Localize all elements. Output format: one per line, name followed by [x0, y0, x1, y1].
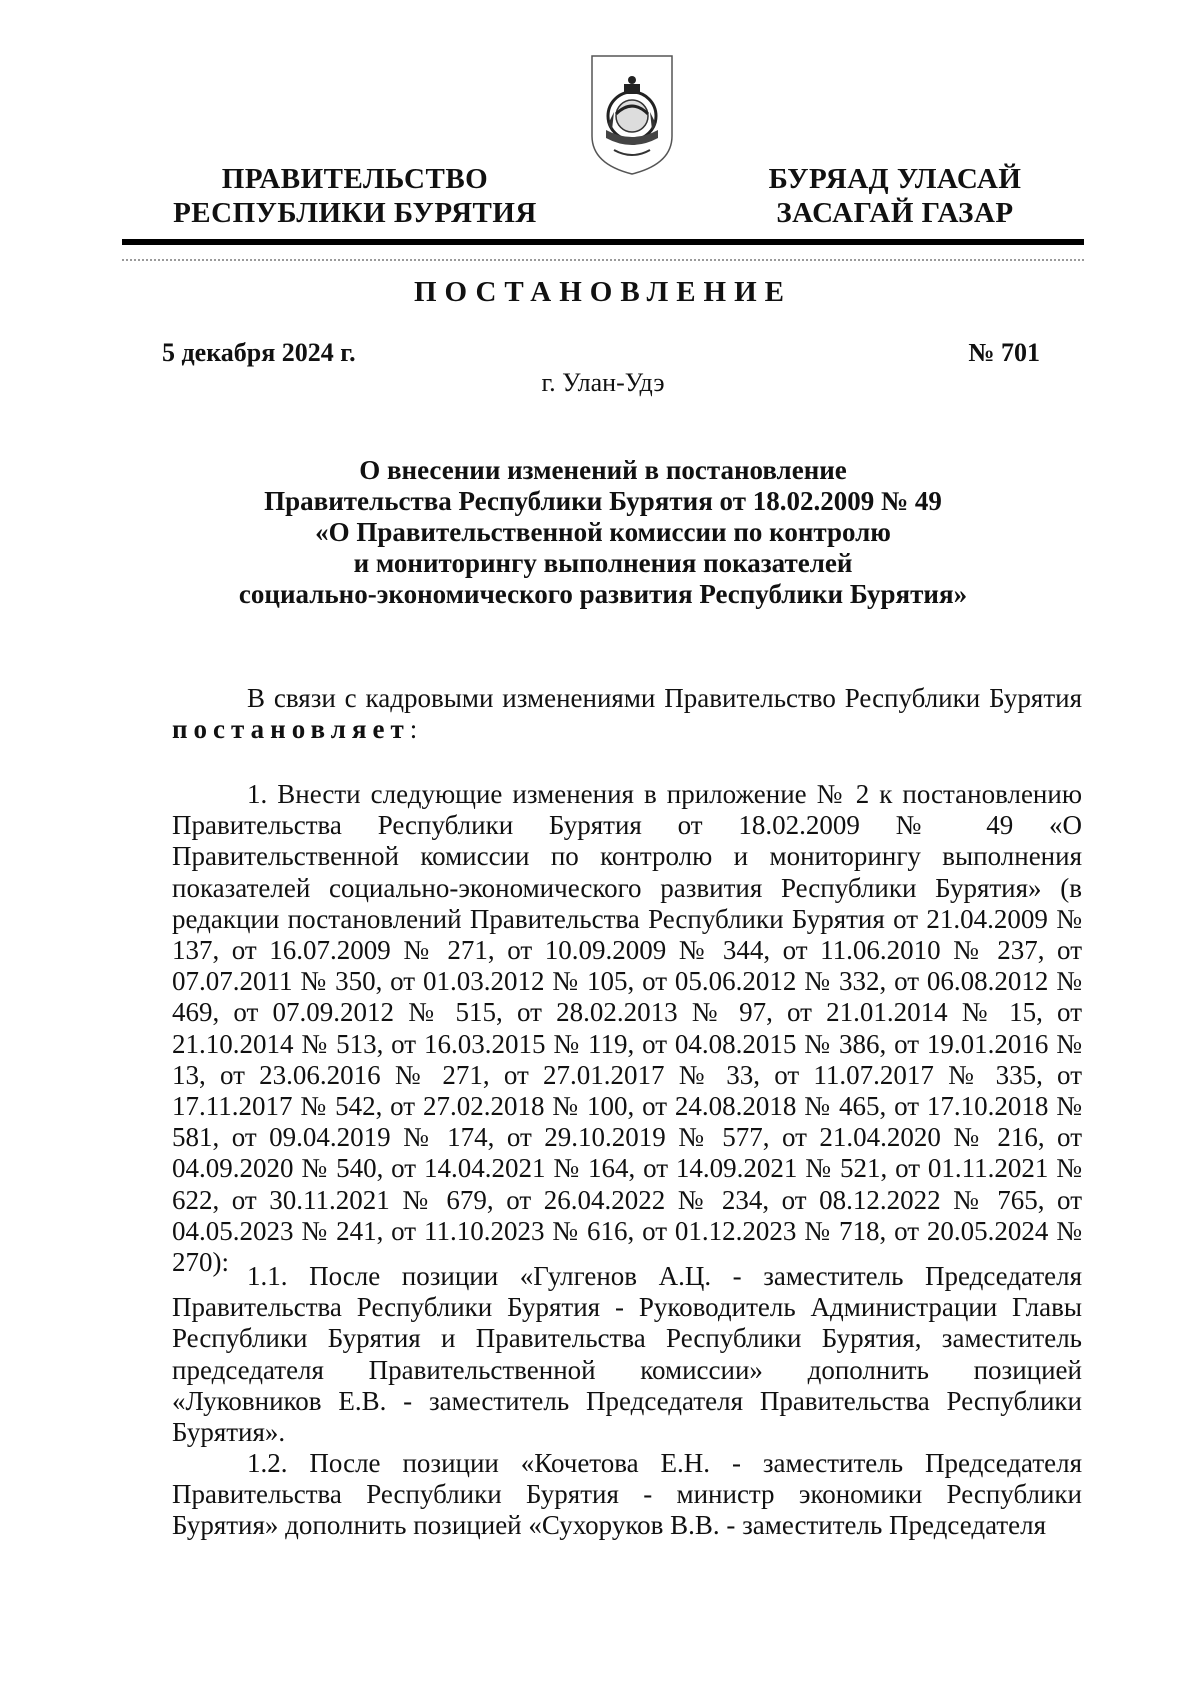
title-line: «О Правительственной комиссии по контролю	[315, 517, 891, 547]
title-line: и мониторингу выполнения показателей	[353, 548, 853, 578]
header-divider-thick	[122, 239, 1084, 245]
header-divider-thin	[122, 259, 1084, 261]
item-1-paragraph: 1. Внести следующие изменения в приложение № 2 к постановлению Правительства Республики Бурятия от 18.02.2009 № 49 «О Правительственной комиссии по контролю и мониторингу выполнения показателей социально-экономического развития Республики Бурятия» (в редакции постановлений Правительства Республики Бурятия от 21.04.2009 № 137, от 16.07.2009 № 271, от 10.09.2009 № 344, от 11.06.2010 № 237, от 07.07.2011 № 350, от 01.03.2012 № 105, от 05.06.2012 № 332, от 06.08.2012 № 469, от 07.09.2012 № 515, от 28.02.2013 № 97, от 21.01.2014 № 15, от 21.10.2014 № 513, от 16.03.2015 № 119, от 04.08.2015 № 386, от 19.01.2016 № 13, от 23.06.2016 № 271, от 27.01.2017 № 33, от 11.07.2017 № 335, от 17.11.2017 № 542, от 27.02.2018 № 100, от 24.08.2018 № 465, от 17.10.2018 № 581, от 09.04.2019 № 174, от 29.10.2019 № 577, от 21.04.2020 № 216, от 04.09.2020 № 540, от 14.04.2021 № 164, от 14.09.2021 № 521, от 01.11.2021 № 622, от 30.11.2021 № 679, от 26.04.2022 № 234, от 08.12.2022 № 765, от 04.05.2023 № 241, от 11.10.2023 № 616, от 01.12.2023 № 718, от 20.05.2024 № 270):	[172, 779, 1082, 1278]
org-right-line-2: ЗАСАГАЙ ГАЗАР	[776, 197, 1014, 229]
resolves-word: постановляет	[172, 714, 410, 745]
item-1-1-paragraph: 1.1. После позиции «Гулгенов А.Ц. - заместитель Председателя Правительства Республики Бурятия - Руководитель Администрации Главы Республики Бурятия и Правительства Республики Бурятия, заместитель председателя Правительственной комиссии» дополнить позицией «Луковников Е.В. - заместитель Председателя Правительства Республики Бурятия».	[172, 1261, 1082, 1448]
intro-colon: :	[409, 714, 418, 745]
document-city: г. Улан-Удэ	[541, 368, 665, 397]
document-type: ПОСТАНОВЛЕНИЕ	[413, 276, 792, 308]
intro-text: В связи с кадровыми изменениями Правительство Республики Бурятия	[247, 683, 1082, 713]
coat-of-arms-icon	[588, 52, 676, 178]
title-line: О внесении изменений в постановление	[359, 455, 847, 485]
org-left-line-1: ПРАВИТЕЛЬСТВО	[221, 163, 489, 195]
intro-paragraph	[172, 683, 1082, 745]
document-date: 5 декабря 2024 г.	[162, 338, 356, 367]
document-number: № 701	[968, 338, 1040, 367]
item-1-2-paragraph: 1.2. После позиции «Кочетова Е.Н. - заместитель Председателя Правительства Республики Бурятия - министр экономики Республики Бурятия» дополнить позицией «Сухоруков В.В. - заместитель Председателя	[172, 1448, 1082, 1541]
org-left-line-2: РЕСПУБЛИКИ БУРЯТИЯ	[173, 197, 537, 229]
title-line: Правительства Республики Бурятия от 18.02.2009 № 49	[264, 486, 942, 516]
org-right-line-1: БУРЯАД УЛАСАЙ	[768, 163, 1022, 195]
title-line: социально-экономического развития Республики Бурятия»	[238, 579, 968, 609]
government-name-buryat	[740, 162, 1050, 230]
document-title	[122, 455, 1084, 610]
government-name-russian	[160, 162, 550, 230]
